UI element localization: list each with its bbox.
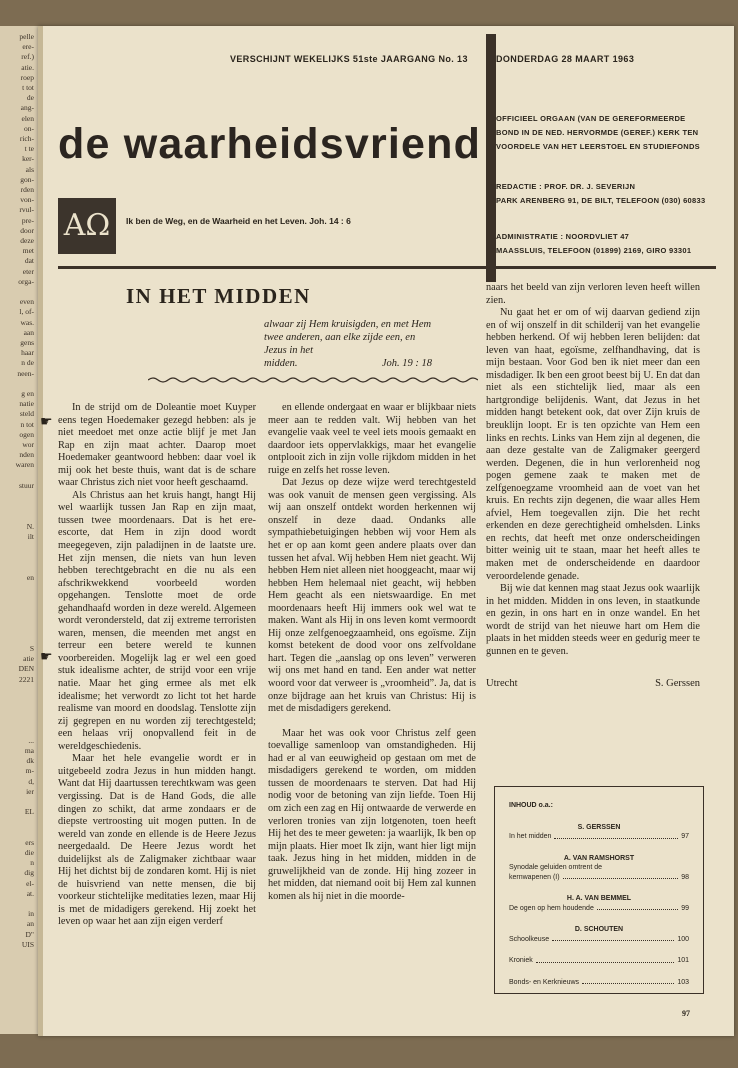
prev-page-fragment: door (20, 225, 34, 235)
prev-page-fragment: l, of- (19, 307, 34, 317)
prev-page-fragment: eter (22, 266, 34, 276)
header-divider (486, 34, 496, 282)
alpha-omega-logo: AΩ (58, 198, 116, 254)
prev-page-fragment: ier (26, 786, 34, 796)
prev-page-fragment: in (28, 909, 34, 919)
prev-page-fragment: ere- (22, 42, 34, 52)
prev-page-fragment: t te (24, 144, 34, 154)
toc-entry: Schoolkeuse 100 (509, 935, 689, 943)
prev-page-fragment: waren (15, 460, 34, 470)
prev-page-fragment: even (19, 297, 34, 307)
prev-page-fragment: el- (26, 878, 34, 888)
prev-page-fragment: an (26, 919, 34, 929)
publication-info: VERSCHIJNT WEKELIJKS 51ste JAARGANG No. 13 (230, 54, 468, 64)
prev-page-fragment: dk (26, 756, 34, 766)
prev-page-fragment: nden (19, 450, 34, 460)
page-number: 97 (682, 1009, 690, 1018)
previous-page-edge (0, 26, 40, 1034)
prev-page-fragment: von- (20, 195, 34, 205)
prev-page-fragment: natie (19, 399, 34, 409)
prev-page-fragment: aan (23, 327, 34, 337)
toc-page-number: 103 (677, 978, 689, 986)
prev-page-fragment: orga- (18, 276, 34, 286)
toc-entry: In het midden 97 (509, 833, 689, 840)
table-of-contents: INHOUD o.a.: S. GERSSEN In het midden 97 A. VAN RAMSHORST Synodale geluiden omtrent de kernwapenen (I) 98 H. A. VAN BEMMEL De ogen op hem houdende 99 D. SCHOUTEN Schoolkeuse 100 Kroniek 101 Bonds- en Kerknieuws 103 (494, 786, 704, 994)
article-title: IN HET MIDDEN (126, 284, 311, 308)
prev-page-fragment: n tot (20, 419, 34, 429)
page-spine (38, 26, 43, 1036)
author-name: S. Gerssen (655, 678, 700, 690)
toc-entry: Synodale geluiden omtrent de (509, 864, 603, 871)
toc-page-number: 99 (681, 904, 689, 912)
prev-page-fragment: met (22, 246, 34, 256)
prev-page-fragment: deze (20, 236, 34, 245)
prev-page-fragment: de (26, 93, 34, 103)
prev-page-fragment: ers (25, 837, 34, 847)
epigraph-reference: Joh. 19 : 18 (381, 358, 432, 369)
toc-page-number: 97 (681, 833, 689, 840)
prev-page-fragment: haar (21, 348, 34, 358)
prev-page-fragment: neen- (17, 368, 34, 378)
prev-page-fragment: ker- (22, 154, 34, 164)
prev-page-fragment: gon- (20, 174, 34, 184)
newspaper-page (38, 26, 734, 1036)
official-organ-block: OFFICIEEL ORGAAN (VAN DE GEREFORMEERDE BOND IN DE NED. HERVORMDE (GEREF.) KERK TEN VOORDELE VAN HET LEERSTOEL EN STUDIEFONDS (496, 114, 700, 151)
toc-entry: kernwapenen (I) 98 (509, 873, 689, 881)
prev-page-fragment: atie. (21, 62, 34, 72)
toc-author: S. GERSSEN (577, 823, 621, 831)
prev-page-fragment: pelle (19, 32, 34, 41)
prev-page-fragment: rich- (19, 134, 34, 143)
prev-page-fragment: at. (26, 888, 34, 898)
toc-entry: Kroniek 101 (509, 957, 689, 964)
prev-page-fragment: D" (25, 929, 34, 939)
prev-page-fragment: 2221 (19, 674, 34, 684)
toc-author: H. A. VAN BEMMEL (566, 895, 632, 902)
prev-page-fragment: gens (20, 338, 34, 347)
prev-page-fragment: m- (25, 766, 34, 776)
article-column-2: en ellende ondergaat en waar er blijkbaar niets meer aan te redden valt. Wij hebben van het evangelie vaak veel te veel iets moois gemaakt en daardoor iets oppervlakkigs, maar het evangelie ontplooit zich in zijn volle rijkdom midden in het ruige en zelfs het rosse leven. Dat Jezus op deze wijze werd terechtgesteld was ook vanuit de mensen geen vergissing. Als wij aan onszelf ontdekt worden herkennen wij onszelf in deze daad. Ondanks alle sympathiebetuigingen hebben wij voor Hem als het er op aan komt geen andere plaats over dan tussen het afval. Wij hebben Hem niet geacht. Wij hebben Hem niet alleen niet hooggeacht, maar wij hebben Hem helemaal niet geacht, wij hebben Hem geacht als een nietswaardige. En met moordenaars heeft Hij immers ook wel wat te maken. Want als Hij in ons leven komt vermoordt Hij onze zelfgenoegzaamheid, ons egoïsme. Zijn komst betekent de dood voor ons zelfvoldane hart. Tegen die „aanslag op ons leven” verweren wij ons met hand en tand. Een ander wat netter woord voor dat verweer is „vroomheid”. Ja, dat is onze bijdrage aan het kruis van Christus: Hij is met de misdadigers gerekend. Maar het was ook voor Christus zelf geen toevallige samenloop van omstandigheden. Hij had er al van eeuwigheid op gestaan om met de misdadigers gerekend te worden, om midden tussen de moordenaars te sterven. Dat had Hij nodig voor de betoning van zijn liefde. Toen Hij om zich een zag en Hij ontwaarde de verwerde en verloren tronies van zijn lotgenoten, toen heeft Hij het des te meer geweten: ja waarlijk, Ik ben op mijn plaats. Hier moet Ik zijn, want hier ligt mijn taak. Jezus hing in het midden, midden in de gruwelijkheid van de zonde. Hij hing zozeer in het midden, dat niemand ooit bij Hem zal kunnen komen als hij niet in die moorde- (268, 402, 476, 902)
pointing-hand-icon: ☛ (40, 415, 53, 430)
prev-page-fragment: ogen (19, 429, 34, 439)
prev-page-fragment: N. (26, 521, 34, 531)
editorial-block: REDACTIE : PROF. DR. J. SEVERIJN PARK ARENBERG 91, DE BILT, TELEFOON (030) 60833 (496, 182, 706, 205)
prev-page-fragment: S (29, 644, 34, 653)
prev-page-fragment: pre- (21, 215, 34, 225)
header-rule (58, 266, 716, 269)
pointing-hand-icon: ☛ (40, 650, 53, 665)
signature: Utrecht S. Gerssen (486, 678, 700, 690)
issue-date: DONDERDAG 28 MAART 1963 (496, 54, 635, 64)
prev-page-fragment: wor (22, 440, 34, 449)
prev-page-fragment: d, (28, 776, 34, 786)
prev-page-fragment: g en (21, 389, 34, 398)
prev-page-fragment: ilt (27, 531, 34, 541)
prev-page-fragment: die (24, 848, 34, 857)
prev-page-fragment: dig (24, 868, 34, 878)
prev-page-fragment: stuur (19, 480, 34, 490)
prev-page-fragment: dat (24, 256, 34, 266)
prev-page-fragment: rden (20, 185, 34, 194)
epigraph: alwaar zij Hem kruisigden, en met Hem twee anderen, aan elke zijde een, en Jezus in het midden. Joh. 19 : 18 (264, 319, 432, 369)
wavy-divider (148, 376, 478, 384)
motto: Ik ben de Weg, en de Waarheid en het Leven. Joh. 14 : 6 (126, 216, 351, 226)
prev-page-fragment: EL (24, 807, 34, 817)
toc-author: A. VAN RAMSHORST (563, 854, 635, 862)
prev-page-fragment: ma (24, 746, 34, 755)
prev-page-fragment: ref.) (21, 52, 34, 62)
prev-page-fragment: on- (24, 123, 34, 133)
toc-page-number: 101 (677, 957, 689, 964)
prev-page-fragment: rvul- (19, 205, 34, 215)
prev-page-fragment: ang- (20, 103, 34, 113)
prev-page-fragment: ... (28, 735, 34, 745)
toc-entry: Bonds- en Kerknieuws 103 (509, 978, 689, 986)
prev-page-fragment: atie (23, 654, 34, 664)
prev-page-fragment: UIS (21, 939, 34, 949)
prev-page-fragment: en (26, 572, 34, 582)
masthead-title: de waarheidsvriend (58, 120, 482, 168)
toc-page-number: 100 (677, 935, 689, 943)
toc-author: D. SCHOUTEN (574, 926, 624, 933)
toc-page-number: 98 (681, 873, 689, 881)
prev-page-fragment: roep (20, 72, 34, 82)
prev-page-fragment: DEN (18, 664, 34, 674)
toc-entry: De ogen op hem houdende 99 (509, 904, 689, 912)
prev-page-fragment: elen (21, 113, 34, 123)
prev-page-fragment: steld (19, 409, 34, 419)
prev-page-fragment: was. (20, 317, 34, 327)
prev-page-fragment: als (25, 164, 34, 174)
article-column-1: In de strijd om de Doleantie moet Kuyper eens tegen Hoedemaker gezegd hebben: als je niet meedoet met onze actie blijf je met Jan Rap en zijn maat achter. Daarop moet Hoedemaker geantwoord hebben: daar voel ik mij ook het beste thuis, want dat is de schare waar Christus zich niet voor heeft geschaamd. Als Christus aan het kruis hangt, hangt Hij wel waarlijk tussen Jan Rap en zijn maat, tussen twee moordenaars. Dat is het ere-escorte, dat Hem in zijn dood wordt meegegeven, zijn paladijnen in de laatste ure. Het zijn mensen, die niets van hun leven hebben terechtgebracht en die nu als een afschrikwekkend voorbeeld worden opgehangen. Tenslotte moet de orde gehandhaafd worden in deze wereld. Algemeen wordt verondersteld, dat zij extreme terroristen waren, mensen, die meenden met angst en terreur een betere wereld te kunnen voorbereiden. Mogelijk lag er wel een goed stuk idealisme achter, de strijd voor een vrije natie. Maar het ging ermee als met elk idealisme; het verwordt zo licht tot het harde realisme van moord en doodslag. Tenslotte zijn zij gegrepen en nu worden zij terechtgesteld; een helaas vrij onopvallend feit in de wereldgeschiedenis. Maar het hele evangelie wordt er in uitgebeeld zodra Jezus in hun midden hangt. Want dat Hij daartussen terechtkwam was geen vergissing. Dat is de Hand Gods, die alle dingen zo schikt, dat arme zondaars er de diepste vertroosting uit mogen putten. In de wereld van zonde en ellende is de Heere Jezus neergedaald. De Heere Jezus wordt het duidelijkst als de Zaligmaker zichtbaar waar Hij het dichtst bij de zondaren komt. Hij is niet de huisvriend van nette mensen, die bij voorkeur stichtelijke meditaties lezen, maar Hij is met de midadigers gerekend. Hij zoekt het leven op waar het aan zijn eigen verderf (58, 402, 256, 928)
prev-page-fragment: n de (21, 358, 34, 368)
article-column-3: naars het beeld van zijn verloren leven heeft willen zien. Nu gaat het er om of wij daarvan gediend zijn en of wij onszelf in dit schilderij van het evangelie hebben herkend. Of wij hebben leren belijden: dat leven van haat, egoïsme, zelfhandhaving, dat is mijn bestaan. Voor God ben ik niet meer dan een misdadiger. Ik ben een groot beest bij U. En dat dan niet als een stichtelijk lied, maar als een hartgrondige belijdenis. Want, dat Jezus in het midden hangt betekent ook, dat over Zijn kruis de breuklijn loopt. Er is ten opzichte van Hem een links en rechts. Links van Hem zijn al degenen, die aan deze gestalte van de Zaligmaker geergerd werden. Degenen, die in hun verlorenheid nog pogen gemene zaak te maken met de zelfgenoegzame vroomheid aan de voet van het kruis. En rechts zijn degenen, die waar alles Hem afviel, Hem toegevallen zijn. Die het recht erkenden en deze gerechtigheid omhelsden. Links en rechts, dat heeft met onze onderscheidingen bitter weinig uit te staan, maar het heeft alles te maken met de onderscheidende en daardoor veroordelende genade. Bij wie dat kennen mag staat Jezus ook waarlijk in het midden. Midden in ons leven, in staatkunde en gezin, in ons hart en in onze wandel. En het wordt de strijd van het nieuwe hart om Hem die plaats in het midden steeds weer en gedurig meer te gunnen en te geven. Utrecht S. Gerssen (486, 282, 700, 690)
prev-page-fragment: t tot (22, 83, 34, 92)
administration-block: ADMINISTRATIE : NOORDVLIET 47 MAASSLUIS, TELEFOON (01899) 2169, GIRO 93301 (496, 232, 692, 255)
prev-page-fragment: n (30, 858, 34, 868)
